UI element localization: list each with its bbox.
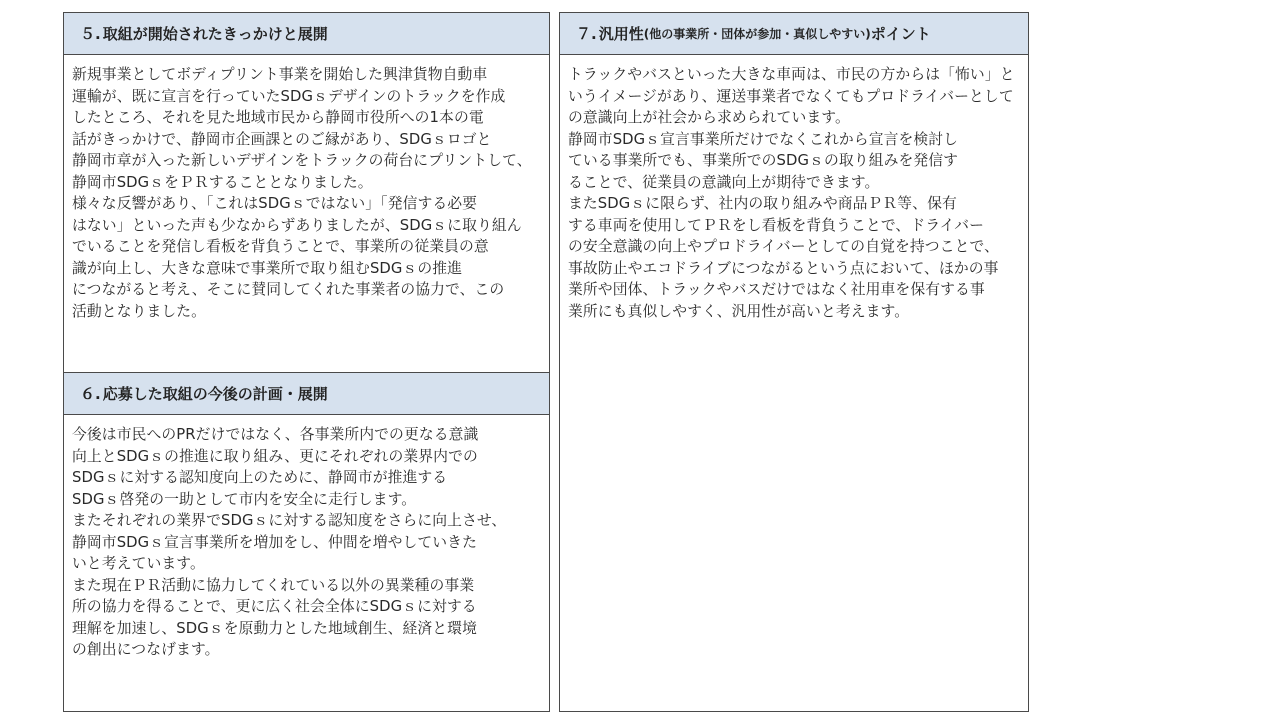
section-7-line: 業所や団体、トラックやバスだけではなく社用車を保有する事 <box>568 281 985 298</box>
section-5-header <box>64 13 549 55</box>
section-5-line: はない」といった声も少なからずありましたが、SDGｓに取り組ん <box>72 216 522 234</box>
section-7-number: ７. <box>576 25 597 43</box>
section-7-line: の意識向上が社会から求められています。 <box>568 109 850 126</box>
section-6-title: 応募した取組の今後の計画・展開 <box>102 385 328 403</box>
section-6-line: 向上とSDGｓの推進に取り組み、更にそれぞれの業界内での <box>72 447 478 465</box>
section-7-title-end: ポイント <box>870 25 931 43</box>
section-7-line: またSDGｓに限らず、社内の取り組みや商品ＰＲ等、保有 <box>568 195 957 212</box>
section-5-line: につながると考え、そこに賛同してくれた事業者の協力で、この <box>72 281 505 298</box>
section-5-line: 静岡市SDGｓをＰＲすることとなりました。 <box>72 173 373 191</box>
section-5-line: 活動となりました。 <box>72 302 207 320</box>
section-7-line: トラックやバスといった大きな車両は、市民の方からは「怖い」と <box>568 66 1015 83</box>
section-6-line: また現在ＰＲ活動に協力してくれている以外の異業種の事業 <box>72 576 475 594</box>
section-7-panel <box>559 12 1029 712</box>
section-5-panel <box>63 12 550 374</box>
section-6-line: またそれぞれの業界でSDGｓに対する認知度をさらに向上させ、 <box>72 512 507 529</box>
section-7-line: いうイメージがあり、運送事業者でなくてもプロドライバーとして <box>568 87 1014 105</box>
section-6-number: ６. <box>80 385 101 403</box>
section-6-line: SDGｓに対する認知度向上のために、静岡市が推進する <box>72 469 448 486</box>
section-5-line: 様々な反響があり、「これはSDGｓではない」「発信する必要 <box>72 195 478 212</box>
section-6-header <box>64 373 549 415</box>
section-5-line: 新規事業としてボディプリント事業を開始した興津貨物自動車 <box>72 66 488 83</box>
section-5-line: 識が向上し、大きな意味で事業所で取り組むSDGｓの推進 <box>72 259 463 277</box>
section-7-line: する車両を使用してＰＲをし看板を背負うことで、ドライバー <box>568 216 985 234</box>
section-7-body <box>560 55 1028 322</box>
section-6-line: SDGｓ啓発の一助として市内を安全に走行します。 <box>72 490 417 508</box>
section-7-line: の安全意識の向上やプロドライバーとしての自覚を持つことで、 <box>568 238 999 255</box>
section-7-line: 静岡市SDGｓ宣言事業所だけでなくこれから宣言を検討し <box>568 130 959 148</box>
section-5-line: 運輸が、既に宣言を行っていたSDGｓデザインのトラックを作成 <box>72 87 506 105</box>
section-7-title-sub: (他の事業所・団体が参加・真似しやすい) <box>643 27 871 41</box>
section-7-title-main: 汎用性 <box>598 25 644 43</box>
section-7-header <box>560 13 1028 55</box>
section-5-title: 取組が開始されたきっかけと展開 <box>102 25 328 43</box>
section-5-line: 静岡市章が入った新しいデザインをトラックの荷台にプリントして、 <box>72 152 532 169</box>
section-6-panel <box>63 372 550 712</box>
section-6-body <box>64 415 549 661</box>
section-5-number: ５. <box>80 25 101 43</box>
section-6-line: の創出につなげます。 <box>72 641 220 658</box>
section-7-line: ることで、従業員の意識向上が期待できます。 <box>568 173 880 191</box>
section-6-line: 今後は市民へのPRだけではなく、各事業所内での更なる意識 <box>72 426 479 443</box>
section-6-line: 理解を加速し、SDGｓを原動力とした地域創生、経済と環境 <box>72 619 477 637</box>
section-6-line: 静岡市SDGｓ宣言事業所を増加をし、仲間を増やしていきた <box>72 533 477 551</box>
section-6-line: 所の協力を得ることで、更に広く社会全体にSDGｓに対する <box>72 598 477 615</box>
section-5-line: したところ、それを見た地域市民から静岡市役所への1本の電 <box>72 109 484 126</box>
section-5-line: 話がきっかけで、静岡市企画課とのご縁があり、SDGｓロゴと <box>72 130 492 148</box>
section-6-line: いと考えています。 <box>72 555 205 572</box>
section-7-line: 業所にも真似しやすく、汎用性が高いと考えます。 <box>568 302 910 320</box>
section-5-body <box>64 55 549 322</box>
section-7-line: 事故防止やエコドライブにつながるという点において、ほかの事 <box>568 259 999 277</box>
section-7-line: ている事業所でも、事業所でのSDGｓの取り組みを発信す <box>568 152 959 169</box>
section-5-line: でいることを発信し看板を背負うことで、事業所の従業員の意 <box>72 238 489 255</box>
